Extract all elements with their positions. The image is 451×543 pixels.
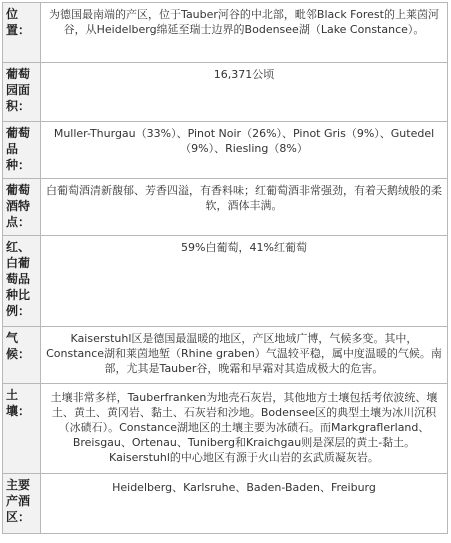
region-info-table <box>2 2 448 534</box>
main-regions-label: 主要产酒区： <box>3 474 41 534</box>
red-white-ratio-label: 红、白葡萄品种比例： <box>3 236 41 327</box>
table-row-location <box>3 3 448 63</box>
table-row-vineyard-area <box>3 63 448 122</box>
location-label: 位置： <box>3 3 41 63</box>
wine-characteristics-value: 白葡萄酒清新馥郁、芳香四溢，有香料味；红葡萄酒非常强劲，有着天鹅绒般的柔软，酒体丰满。 <box>41 179 448 236</box>
table-row-wine-characteristics <box>3 179 448 236</box>
main-regions-value: Heidelberg、Karlsruhe、Baden-Baden、Freiburg <box>41 474 448 534</box>
grape-varieties-label: 葡萄品种： <box>3 122 41 179</box>
soil-value: 土壤非常多样，Tauberfranken为地壳石灰岩，其他地方土壤包括考依波统、壤土、黄土、黄冈岩、黏土、石灰岩和沙地。Bodensee区的典型土壤为冰川沉积（冰碛石）。Constance湖地区的土壤主要为冰碛石。而Markgraflerland、Breisgau、Ortenau、Tuniberg和Kraichgau则是深层的黄土-黏土。Kaiserstuhl的中心地区有源于火山岩的玄武质凝灰岩。 <box>41 384 448 474</box>
table-row-main-regions <box>3 474 448 534</box>
climate-value: Kaiserstuhl区是德国最温暖的地区，产区地域广博，气候多变。其中，Constance湖和莱茵地堑（Rhine graben）气温较平稳，属中度温暖的气候。南部，尤其是Tauber谷，晚霜和早霜对其造成极大的危害。 <box>41 327 448 384</box>
vineyard-area-value: 16,371公顷 <box>41 63 448 122</box>
climate-label: 气候： <box>3 327 41 384</box>
vineyard-area-label: 葡萄园面积： <box>3 63 41 122</box>
red-white-ratio-value: 59%白葡萄，41%红葡萄 <box>41 236 448 327</box>
table-row-red-white-ratio <box>3 236 448 327</box>
wine-characteristics-label: 葡萄酒特点： <box>3 179 41 236</box>
table-row-climate <box>3 327 448 384</box>
table-row-soil <box>3 384 448 474</box>
location-value: 为德国最南端的产区，位于Tauber河谷的中北部，毗邻Black Forest的上莱茵河谷，从Heidelberg绵延至瑞士边界的Bodensee湖（Lake Constance）。 <box>41 3 448 63</box>
grape-varieties-value: Muller-Thurgau（33%）、Pinot Noir（26%）、Pinot Gris（9%）、Gutedel（9%）、Riesling（8%） <box>41 122 448 179</box>
table-row-grape-varieties <box>3 122 448 179</box>
soil-label: 土壤： <box>3 384 41 474</box>
